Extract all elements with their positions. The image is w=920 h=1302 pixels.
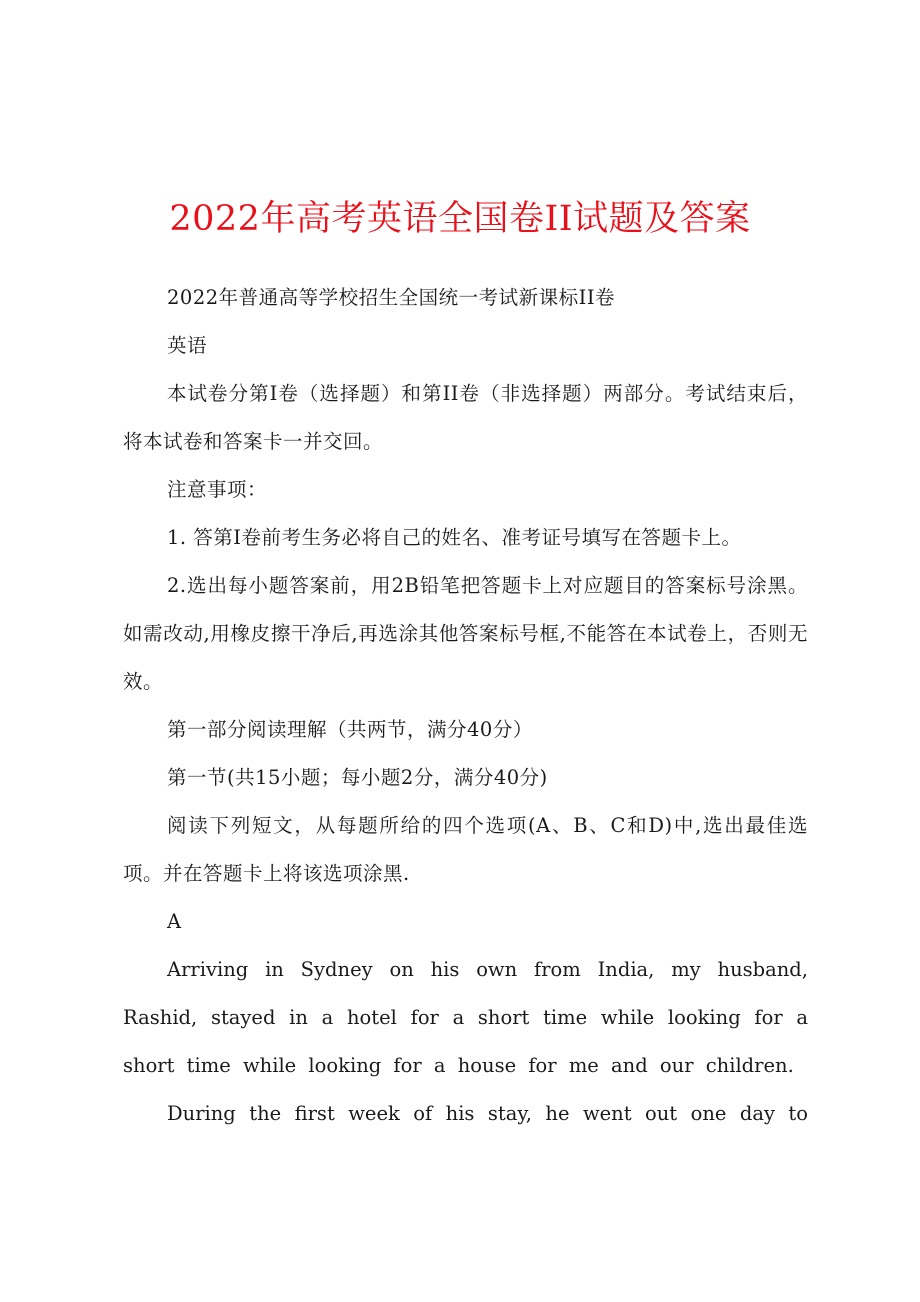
subject-paragraph: 英语 — [167, 334, 208, 357]
reading-instructions: 阅读下列短文，从每题所给的四个选项(A、B、C和D)中,选出最佳选项。并在答题卡上将该选项涂黑. — [123, 814, 808, 885]
document-body — [123, 274, 808, 1138]
passage-paragraph-1: Arriving in Sydney on his own from India, my husband, Rashid, stayed in a hotel for a short time while looking for a short time while looking for a house for me and our children. — [123, 958, 808, 1077]
notes-heading: 注意事项： — [167, 478, 268, 501]
passage-paragraph-2: During the first week of his stay, he went out one day to — [167, 1102, 808, 1125]
exam-name-paragraph: 2022年普通高等学校招生全国统一考试新课标II卷 — [167, 286, 616, 309]
document-title: 2022年高考英语全国卷II试题及答案 — [169, 199, 751, 239]
section-one-heading: 第一节(共15小题；每小题2分，满分40分) — [167, 766, 548, 789]
part-one-heading: 第一部分阅读理解（共两节，满分40分） — [167, 718, 533, 741]
note-item-2: 2.选出每小题答案前，用2B铅笔把答题卡上对应题目的答案标号涂黑。如需改动,用橡皮擦干净后,再选涂其他答案标号框,不能答在本试卷上，否则无效。 — [123, 574, 808, 693]
passage-label: A — [167, 910, 182, 933]
note-item-1: 1. 答第I卷前考生务必将自己的姓名、准考证号填写在答题卡上。 — [167, 526, 742, 549]
instructions-paragraph: 本试卷分第I卷（选择题）和第II卷（非选择题）两部分。考试结束后，将本试卷和答案卡一并交回。 — [123, 382, 808, 453]
